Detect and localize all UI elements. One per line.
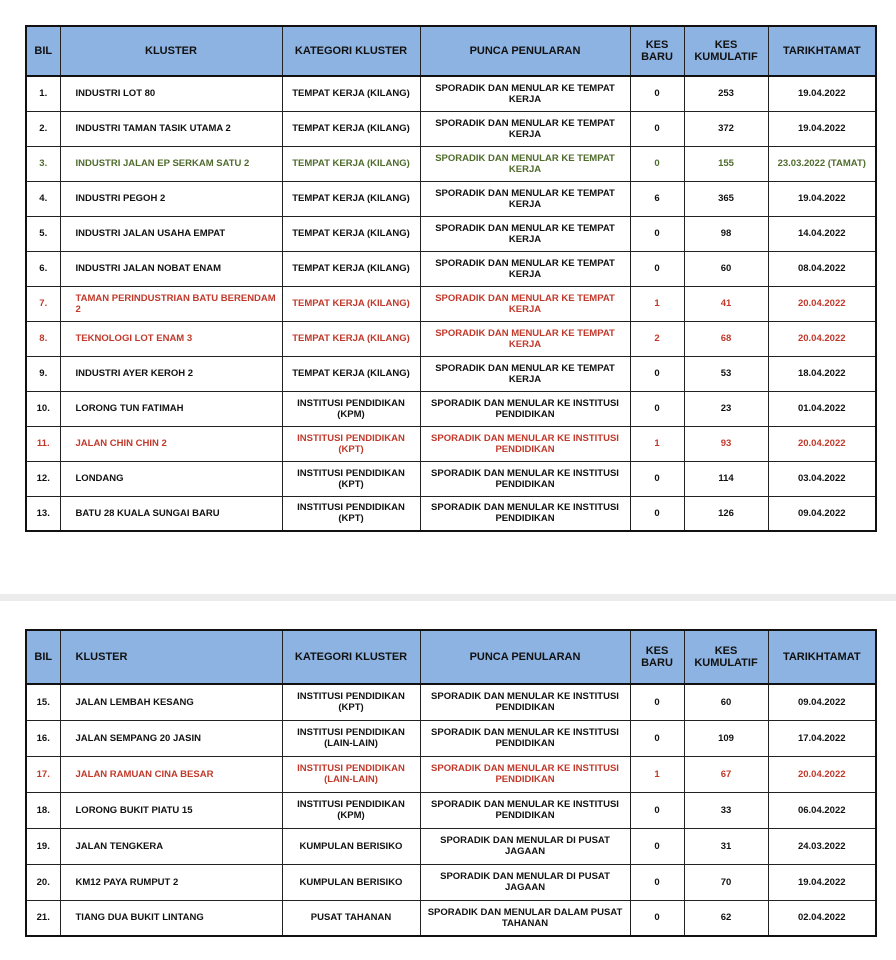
cell-kluster: JALAN TENGKERA bbox=[60, 828, 282, 864]
table-row bbox=[26, 216, 876, 251]
cell-kes-kumulatif: 68 bbox=[684, 321, 768, 356]
cell-kes-kumulatif: 365 bbox=[684, 181, 768, 216]
cell-bil: 9. bbox=[26, 356, 60, 391]
cell-bil: 13. bbox=[26, 496, 60, 531]
cluster-table-2 bbox=[25, 629, 875, 937]
table-row bbox=[26, 426, 876, 461]
cell-kategori: INSTITUSI PENDIDIKAN (KPT) bbox=[282, 496, 420, 531]
cell-tarikh: 19.04.2022 bbox=[768, 111, 876, 146]
table-row bbox=[26, 496, 876, 531]
table-row bbox=[26, 391, 876, 426]
cell-kategori: INSTITUSI PENDIDIKAN (KPM) bbox=[282, 391, 420, 426]
cell-kes-kumulatif: 33 bbox=[684, 792, 768, 828]
cell-kluster: JALAN RAMUAN CINA BESAR bbox=[60, 756, 282, 792]
cell-bil: 19. bbox=[26, 828, 60, 864]
header-row bbox=[26, 26, 876, 76]
cell-bil: 15. bbox=[26, 684, 60, 720]
header-tarikh: TARIKHTAMAT bbox=[768, 26, 876, 76]
cell-kes-kumulatif: 62 bbox=[684, 900, 768, 936]
cell-kategori: INSTITUSI PENDIDIKAN (KPT) bbox=[282, 684, 420, 720]
cell-kes-kumulatif: 31 bbox=[684, 828, 768, 864]
header-kes-kumulatif: KES KUMULATIF bbox=[684, 26, 768, 76]
cell-punca: SPORADIK DAN MENULAR KE TEMPAT KERJA bbox=[420, 216, 630, 251]
cell-kes-kumulatif: 23 bbox=[684, 391, 768, 426]
cell-kes-baru: 0 bbox=[630, 900, 684, 936]
header-kes-baru: KES BARU bbox=[630, 630, 684, 684]
header-bil: BIL bbox=[26, 630, 60, 684]
cell-kes-baru: 0 bbox=[630, 251, 684, 286]
table-row bbox=[26, 251, 876, 286]
cell-kes-baru: 0 bbox=[630, 391, 684, 426]
cell-bil: 6. bbox=[26, 251, 60, 286]
table-row bbox=[26, 828, 876, 864]
cell-punca: SPORADIK DAN MENULAR KE INSTITUSI PENDIDIKAN bbox=[420, 496, 630, 531]
cell-kes-baru: 0 bbox=[630, 684, 684, 720]
cell-kes-kumulatif: 53 bbox=[684, 356, 768, 391]
table-row bbox=[26, 286, 876, 321]
cluster-table bbox=[25, 629, 877, 937]
cell-kluster: INDUSTRI JALAN EP SERKAM SATU 2 bbox=[60, 146, 282, 181]
cell-punca: SPORADIK DAN MENULAR KE INSTITUSI PENDIDIKAN bbox=[420, 792, 630, 828]
cell-punca: SPORADIK DAN MENULAR DI PUSAT JAGAAN bbox=[420, 828, 630, 864]
cell-kategori: PUSAT TAHANAN bbox=[282, 900, 420, 936]
table-row bbox=[26, 146, 876, 181]
cell-kes-kumulatif: 67 bbox=[684, 756, 768, 792]
cell-kes-kumulatif: 114 bbox=[684, 461, 768, 496]
table-row bbox=[26, 792, 876, 828]
cluster-table-1 bbox=[25, 25, 875, 532]
cell-tarikh: 17.04.2022 bbox=[768, 720, 876, 756]
cell-bil: 16. bbox=[26, 720, 60, 756]
cell-kes-kumulatif: 60 bbox=[684, 251, 768, 286]
cell-tarikh: 09.04.2022 bbox=[768, 684, 876, 720]
cell-kes-baru: 0 bbox=[630, 76, 684, 111]
cell-punca: SPORADIK DAN MENULAR KE INSTITUSI PENDIDIKAN bbox=[420, 684, 630, 720]
cell-tarikh: 03.04.2022 bbox=[768, 461, 876, 496]
cell-tarikh: 01.04.2022 bbox=[768, 391, 876, 426]
cell-kluster: INDUSTRI JALAN USAHA EMPAT bbox=[60, 216, 282, 251]
cell-bil: 10. bbox=[26, 391, 60, 426]
cell-kes-kumulatif: 155 bbox=[684, 146, 768, 181]
cell-kes-baru: 1 bbox=[630, 756, 684, 792]
cell-kes-baru: 6 bbox=[630, 181, 684, 216]
cell-kes-baru: 0 bbox=[630, 146, 684, 181]
section-divider bbox=[0, 594, 896, 601]
cell-kes-baru: 0 bbox=[630, 496, 684, 531]
cell-kategori: TEMPAT KERJA (KILANG) bbox=[282, 146, 420, 181]
table-row bbox=[26, 864, 876, 900]
cell-tarikh: 02.04.2022 bbox=[768, 900, 876, 936]
cell-tarikh: 08.04.2022 bbox=[768, 251, 876, 286]
cell-bil: 18. bbox=[26, 792, 60, 828]
cell-kategori: TEMPAT KERJA (KILANG) bbox=[282, 76, 420, 111]
header-kluster: KLUSTER bbox=[60, 630, 282, 684]
cell-bil: 4. bbox=[26, 181, 60, 216]
cell-kes-kumulatif: 41 bbox=[684, 286, 768, 321]
cell-kluster: BATU 28 KUALA SUNGAI BARU bbox=[60, 496, 282, 531]
cell-kluster: KM12 PAYA RUMPUT 2 bbox=[60, 864, 282, 900]
cell-kes-kumulatif: 98 bbox=[684, 216, 768, 251]
cell-kluster: INDUSTRI LOT 80 bbox=[60, 76, 282, 111]
cell-kategori: TEMPAT KERJA (KILANG) bbox=[282, 181, 420, 216]
table-body bbox=[26, 76, 876, 531]
cell-bil: 17. bbox=[26, 756, 60, 792]
cell-kes-baru: 1 bbox=[630, 286, 684, 321]
cell-kes-baru: 0 bbox=[630, 461, 684, 496]
cell-kes-kumulatif: 253 bbox=[684, 76, 768, 111]
cell-tarikh: 20.04.2022 bbox=[768, 756, 876, 792]
cell-punca: SPORADIK DAN MENULAR KE TEMPAT KERJA bbox=[420, 286, 630, 321]
cell-kluster: TEKNOLOGI LOT ENAM 3 bbox=[60, 321, 282, 356]
cell-tarikh: 19.04.2022 bbox=[768, 181, 876, 216]
table-body bbox=[26, 684, 876, 936]
cell-kluster: LONDANG bbox=[60, 461, 282, 496]
cell-tarikh: 14.04.2022 bbox=[768, 216, 876, 251]
table-row bbox=[26, 181, 876, 216]
table-row bbox=[26, 900, 876, 936]
cell-kluster: TAMAN PERINDUSTRIAN BATU BERENDAM 2 bbox=[60, 286, 282, 321]
cell-punca: SPORADIK DAN MENULAR KE TEMPAT KERJA bbox=[420, 76, 630, 111]
cell-kes-kumulatif: 109 bbox=[684, 720, 768, 756]
cell-kategori: KUMPULAN BERISIKO bbox=[282, 828, 420, 864]
cell-kategori: INSTITUSI PENDIDIKAN (LAIN-LAIN) bbox=[282, 756, 420, 792]
cell-punca: SPORADIK DAN MENULAR KE INSTITUSI PENDIDIKAN bbox=[420, 756, 630, 792]
cell-bil: 3. bbox=[26, 146, 60, 181]
header-bil: BIL bbox=[26, 26, 60, 76]
cell-kategori: TEMPAT KERJA (KILANG) bbox=[282, 356, 420, 391]
cell-bil: 1. bbox=[26, 76, 60, 111]
cell-punca: SPORADIK DAN MENULAR KE INSTITUSI PENDIDIKAN bbox=[420, 720, 630, 756]
cell-punca: SPORADIK DAN MENULAR KE TEMPAT KERJA bbox=[420, 321, 630, 356]
cell-kes-kumulatif: 60 bbox=[684, 684, 768, 720]
table-row bbox=[26, 756, 876, 792]
cell-punca: SPORADIK DAN MENULAR KE INSTITUSI PENDIDIKAN bbox=[420, 391, 630, 426]
cell-bil: 20. bbox=[26, 864, 60, 900]
cell-tarikh: 23.03.2022 (TAMAT) bbox=[768, 146, 876, 181]
cell-kes-kumulatif: 70 bbox=[684, 864, 768, 900]
cell-kes-kumulatif: 126 bbox=[684, 496, 768, 531]
cell-kluster: INDUSTRI TAMAN TASIK UTAMA 2 bbox=[60, 111, 282, 146]
cell-kes-baru: 0 bbox=[630, 356, 684, 391]
cell-punca: SPORADIK DAN MENULAR DI PUSAT JAGAAN bbox=[420, 864, 630, 900]
header-tarikh: TARIKHTAMAT bbox=[768, 630, 876, 684]
cell-kategori: INSTITUSI PENDIDIKAN (KPM) bbox=[282, 792, 420, 828]
header-punca: PUNCA PENULARAN bbox=[420, 26, 630, 76]
table-row bbox=[26, 720, 876, 756]
table-row bbox=[26, 76, 876, 111]
header-kluster: KLUSTER bbox=[60, 26, 282, 76]
cell-kluster: LORONG TUN FATIMAH bbox=[60, 391, 282, 426]
cell-kategori: TEMPAT KERJA (KILANG) bbox=[282, 321, 420, 356]
cell-kes-baru: 0 bbox=[630, 864, 684, 900]
cell-kes-baru: 1 bbox=[630, 426, 684, 461]
cell-kluster: INDUSTRI PEGOH 2 bbox=[60, 181, 282, 216]
header-kes-baru: KES BARU bbox=[630, 26, 684, 76]
cell-kes-baru: 2 bbox=[630, 321, 684, 356]
cell-kluster: INDUSTRI AYER KEROH 2 bbox=[60, 356, 282, 391]
cell-kategori: INSTITUSI PENDIDIKAN (KPT) bbox=[282, 461, 420, 496]
header-kes-kumulatif: KES KUMULATIF bbox=[684, 630, 768, 684]
cell-kategori: TEMPAT KERJA (KILANG) bbox=[282, 286, 420, 321]
table-row bbox=[26, 356, 876, 391]
header-row bbox=[26, 630, 876, 684]
cell-punca: SPORADIK DAN MENULAR KE TEMPAT KERJA bbox=[420, 251, 630, 286]
table-row bbox=[26, 684, 876, 720]
cell-kes-baru: 0 bbox=[630, 720, 684, 756]
table-row bbox=[26, 461, 876, 496]
cell-kluster: INDUSTRI JALAN NOBAT ENAM bbox=[60, 251, 282, 286]
cell-tarikh: 20.04.2022 bbox=[768, 321, 876, 356]
cluster-table bbox=[25, 25, 877, 532]
cell-kluster: TIANG DUA BUKIT LINTANG bbox=[60, 900, 282, 936]
cell-kategori: KUMPULAN BERISIKO bbox=[282, 864, 420, 900]
cell-tarikh: 24.03.2022 bbox=[768, 828, 876, 864]
table-row bbox=[26, 111, 876, 146]
cell-kes-baru: 0 bbox=[630, 828, 684, 864]
cell-tarikh: 20.04.2022 bbox=[768, 286, 876, 321]
cell-tarikh: 06.04.2022 bbox=[768, 792, 876, 828]
header-kategori: KATEGORI KLUSTER bbox=[282, 630, 420, 684]
cell-bil: 5. bbox=[26, 216, 60, 251]
cell-tarikh: 18.04.2022 bbox=[768, 356, 876, 391]
header-punca: PUNCA PENULARAN bbox=[420, 630, 630, 684]
table-row bbox=[26, 321, 876, 356]
cell-bil: 8. bbox=[26, 321, 60, 356]
cell-tarikh: 09.04.2022 bbox=[768, 496, 876, 531]
cell-tarikh: 19.04.2022 bbox=[768, 864, 876, 900]
cell-kategori: INSTITUSI PENDIDIKAN (LAIN-LAIN) bbox=[282, 720, 420, 756]
cell-kategori: INSTITUSI PENDIDIKAN (KPT) bbox=[282, 426, 420, 461]
cell-punca: SPORADIK DAN MENULAR KE TEMPAT KERJA bbox=[420, 356, 630, 391]
cell-kes-baru: 0 bbox=[630, 111, 684, 146]
cell-punca: SPORADIK DAN MENULAR KE INSTITUSI PENDIDIKAN bbox=[420, 426, 630, 461]
cell-kes-kumulatif: 93 bbox=[684, 426, 768, 461]
cell-tarikh: 19.04.2022 bbox=[768, 76, 876, 111]
cell-kes-kumulatif: 372 bbox=[684, 111, 768, 146]
cell-punca: SPORADIK DAN MENULAR KE TEMPAT KERJA bbox=[420, 181, 630, 216]
cell-bil: 12. bbox=[26, 461, 60, 496]
cell-kluster: JALAN CHIN CHIN 2 bbox=[60, 426, 282, 461]
cell-punca: SPORADIK DAN MENULAR KE INSTITUSI PENDIDIKAN bbox=[420, 461, 630, 496]
cell-bil: 2. bbox=[26, 111, 60, 146]
cell-kategori: TEMPAT KERJA (KILANG) bbox=[282, 111, 420, 146]
cell-bil: 21. bbox=[26, 900, 60, 936]
cell-kategori: TEMPAT KERJA (KILANG) bbox=[282, 216, 420, 251]
cell-punca: SPORADIK DAN MENULAR DALAM PUSAT TAHANAN bbox=[420, 900, 630, 936]
cell-bil: 11. bbox=[26, 426, 60, 461]
cell-kluster: JALAN SEMPANG 20 JASIN bbox=[60, 720, 282, 756]
cell-tarikh: 20.04.2022 bbox=[768, 426, 876, 461]
cell-kes-baru: 0 bbox=[630, 792, 684, 828]
cell-bil: 7. bbox=[26, 286, 60, 321]
cell-punca: SPORADIK DAN MENULAR KE TEMPAT KERJA bbox=[420, 111, 630, 146]
cell-kes-baru: 0 bbox=[630, 216, 684, 251]
cell-kluster: LORONG BUKIT PIATU 15 bbox=[60, 792, 282, 828]
cell-punca: SPORADIK DAN MENULAR KE TEMPAT KERJA bbox=[420, 146, 630, 181]
cell-kategori: TEMPAT KERJA (KILANG) bbox=[282, 251, 420, 286]
header-kategori: KATEGORI KLUSTER bbox=[282, 26, 420, 76]
cell-kluster: JALAN LEMBAH KESANG bbox=[60, 684, 282, 720]
